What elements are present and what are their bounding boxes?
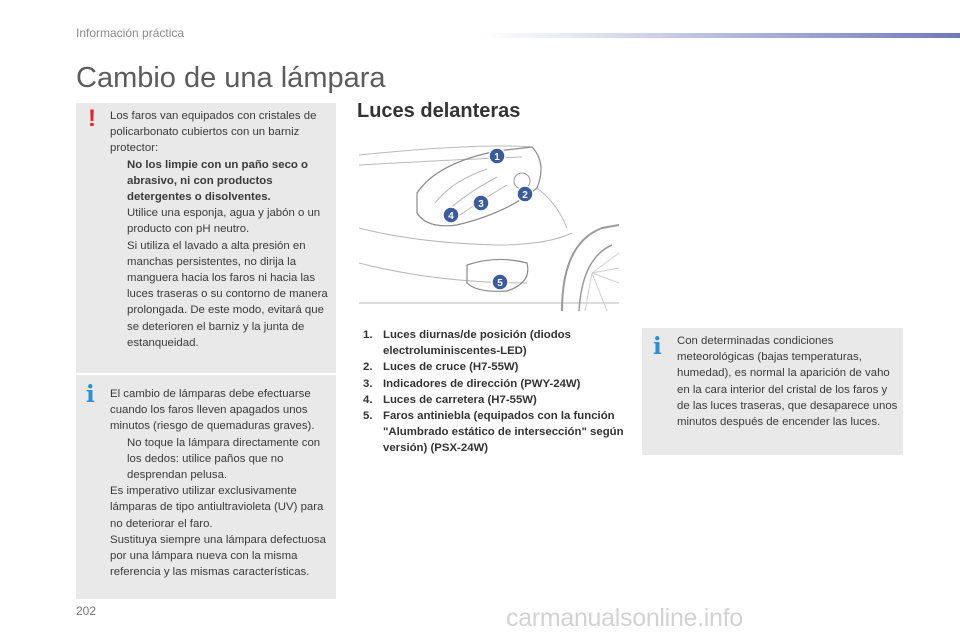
list-item [363, 359, 633, 375]
info1-intro: El cambio de lámparas debe efectuarse cuando los faros lleven apagados unos minutos (riesgo de quemaduras graves). [110, 388, 315, 433]
warning-intro: Los faros van equipados con cristales de policarbonato cubiertos con un barniz protector: [110, 110, 317, 155]
page-number: 202 [76, 604, 97, 618]
warning-bullet-3: Si utiliza el lavado a alta presión en manchas persistentes, no dirija la manguera hacia los faros ni hacia las luces traseras o su contorno de manera prolongada. De este modo, evitará que se deterioren el barniz y la junta de estanqueidad. [127, 239, 328, 349]
bullet-icon [110, 205, 127, 237]
info-icon: i [653, 333, 662, 360]
bulb-number: 5. [363, 410, 373, 423]
info-box-bulb-change-text [110, 386, 332, 580]
exclamation-icon: ! [88, 105, 96, 132]
list-item [363, 408, 633, 457]
info1-outro-2: Sustituya siempre una lámpara defectuosa por una lámpara nueva con la misma referencia y las mismas características. [110, 533, 326, 579]
info-box-condensation-text [677, 333, 899, 430]
bulb-number: 1. [363, 329, 373, 341]
bullet-icon [110, 157, 127, 206]
section-label: Información práctica [76, 26, 185, 40]
list-item [110, 238, 332, 351]
list-item [363, 392, 633, 408]
bulb-description: Luces de carretera (H7-55W) [383, 393, 537, 406]
callout-label-5: 5 [497, 278, 503, 289]
list-item [110, 205, 332, 237]
bulb-description: Indicadores de dirección (PWY-24W) [383, 377, 581, 390]
page-title: Cambio de una lámpara [76, 62, 386, 94]
wheel-spokes [585, 253, 619, 311]
bulb-number: 2. [363, 361, 373, 374]
list-item [363, 376, 633, 392]
warning-bullet-2: Utilice una esponja, agua y jabón o un producto con pH neutro. [127, 207, 321, 236]
callout-label-1: 1 [494, 152, 500, 163]
headlight-illustration [357, 133, 619, 313]
header-accent-bar [483, 33, 960, 38]
warning-bullet-1: No los limpie con un paño seco o abrasivo, ni con productos detergentes o disolventes. [127, 158, 309, 204]
bullet-icon [110, 435, 127, 484]
callout-label-3: 3 [478, 199, 484, 210]
bulb-description: Luces de cruce (H7-55W) [383, 361, 519, 374]
callout-label-2: 2 [522, 190, 528, 201]
list-item [363, 327, 633, 359]
bulb-number: 3. [363, 377, 373, 390]
info1-outro-1: Es imperativo utilizar exclusivamente lámparas de tipo antiultravioleta (UV) para no deteriorar el faro. [110, 485, 324, 530]
warning-text [110, 108, 332, 351]
watermark: carmanualsonline.info [506, 604, 743, 632]
bulb-number: 4. [363, 393, 373, 406]
front-lights-title: Luces delanteras [357, 100, 521, 122]
info1-bullet-1: No toque la lámpara directamente con los dedos: utilice paños que no desprendan pelusa. [127, 436, 321, 482]
bullet-icon [110, 238, 127, 351]
list-item [110, 157, 332, 206]
list-item [110, 435, 332, 484]
info2-text: Con determinadas condiciones meteorológicas (bajas temperaturas, humedad), es normal la aparición de vaho en la cara interior del cristal de los faros y de las luces traseras, que desaparece unos minutos después de encender las luces. [677, 335, 898, 429]
callout-label-4: 4 [448, 211, 454, 222]
bulb-description: Faros antiniebla (equipados con la función "Alumbrado estático de intersección" según versión) (PSX-24W) [383, 410, 624, 455]
bulb-list [363, 327, 633, 457]
bulb-description: Luces diurnas/de posición (diodos electroluminiscentes-LED) [383, 329, 571, 358]
info-icon: i [86, 381, 95, 408]
